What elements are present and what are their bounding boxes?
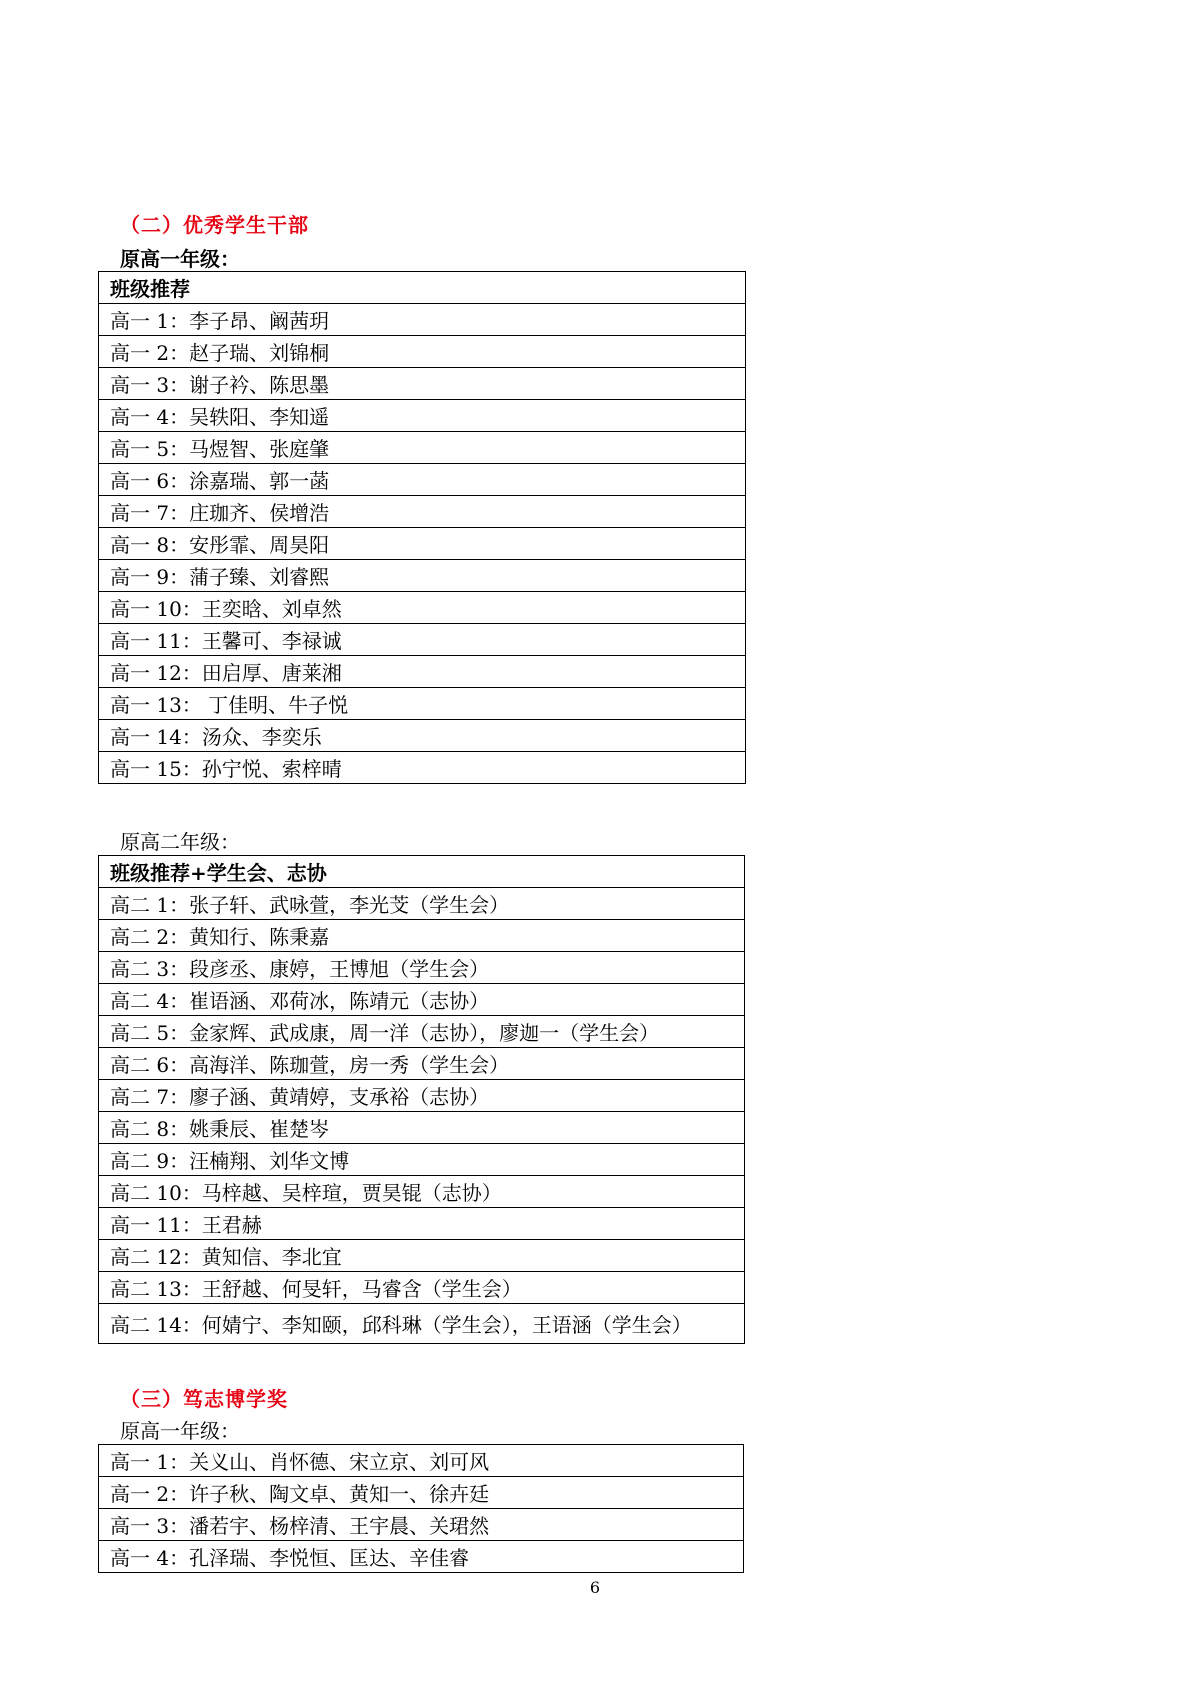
table-row: [99, 888, 745, 920]
section-2-grade1-table: [98, 271, 746, 784]
table-row: [99, 720, 746, 752]
table-cell: 高二 10：马梓越、吴梓瑄，贾昊锟（志协）: [99, 1176, 745, 1208]
table-cell: 高一 4：吴轶阳、李知遥: [99, 400, 746, 432]
section-2-grade2-label: 原高二年级：: [120, 830, 240, 854]
table-row: [99, 336, 746, 368]
table-row: [99, 952, 745, 984]
table-cell: 高一 11：王君赫: [99, 1208, 745, 1240]
table-row: [99, 368, 746, 400]
table-cell: 高二 2：黄知行、陈秉嘉: [99, 920, 745, 952]
table-cell: 高二 14：何婧宁、李知颐，邱科琳（学生会），王语涵（学生会）: [99, 1304, 745, 1344]
table-row: [99, 1445, 744, 1477]
table-row: [99, 528, 746, 560]
table-cell: 高一 1：李子昂、阚茜玥: [99, 304, 746, 336]
section-2-grade1-label: 原高一年级：: [120, 247, 240, 271]
table-cell: 高一 3：谢子衿、陈思墨: [99, 368, 746, 400]
table-header-row: [99, 856, 745, 888]
table-cell: 高一 2：赵子瑞、刘锦桐: [99, 336, 746, 368]
table-cell: 高一 4：孔泽瑞、李悦恒、匡达、辛佳睿: [99, 1541, 744, 1573]
section-3-grade1-label: 原高一年级：: [120, 1419, 240, 1443]
table-row: [99, 920, 745, 952]
section-2-grade1-rows: [99, 304, 746, 784]
table-row: [99, 1048, 745, 1080]
section-2-title: （二）优秀学生干部: [120, 213, 309, 237]
table-row: [99, 1541, 744, 1573]
section-2-grade2-rows: [99, 888, 745, 1344]
table-row: [99, 592, 746, 624]
table-row: [99, 400, 746, 432]
table-header-cell: 班级推荐+学生会、志协: [99, 856, 745, 888]
table-row: [99, 1272, 745, 1304]
table-row: [99, 1304, 745, 1344]
table-cell: 高二 5：金家辉、武成康，周一洋（志协），廖迦一（学生会）: [99, 1016, 745, 1048]
table-row: [99, 1112, 745, 1144]
table-cell: 高一 3：潘若宇、杨梓清、王宇晨、关珺然: [99, 1509, 744, 1541]
table-cell: 高一 10：王奕晗、刘卓然: [99, 592, 746, 624]
table-row: [99, 656, 746, 688]
table-header-cell: 班级推荐: [99, 272, 746, 304]
table-cell: 高一 8：安彤霏、周昊阳: [99, 528, 746, 560]
table-cell: 高一 6：涂嘉瑞、郭一菡: [99, 464, 746, 496]
table-cell: 高二 4：崔语涵、邓荷冰，陈靖元（志协）: [99, 984, 745, 1016]
table-row: [99, 1240, 745, 1272]
table-row: [99, 1477, 744, 1509]
table-row: [99, 1509, 744, 1541]
table-row: [99, 1176, 745, 1208]
table-row: [99, 1016, 745, 1048]
table-row: [99, 752, 746, 784]
table-cell: 高二 8：姚秉辰、崔楚岑: [99, 1112, 745, 1144]
table-row: [99, 1080, 745, 1112]
table-row: [99, 624, 746, 656]
table-cell: 高二 13：王舒越、何旻轩，马睿含（学生会）: [99, 1272, 745, 1304]
page-number: 6: [589, 1578, 601, 1597]
table-row: [99, 304, 746, 336]
table-row: [99, 432, 746, 464]
table-row: [99, 560, 746, 592]
section-3-title: （三）笃志博学奖: [120, 1387, 288, 1411]
table-cell: 高一 15：孙宁悦、索梓晴: [99, 752, 746, 784]
table-cell: 高一 9：蒲子臻、刘睿熙: [99, 560, 746, 592]
table-row: [99, 1208, 745, 1240]
table-cell: 高一 11：王馨可、李禄诚: [99, 624, 746, 656]
table-cell: 高一 12：田启厚、唐莱湘: [99, 656, 746, 688]
table-cell: 高一 2：许子秋、陶文卓、黄知一、徐卉廷: [99, 1477, 744, 1509]
table-row: [99, 688, 746, 720]
table-row: [99, 984, 745, 1016]
table-cell: 高二 1：张子轩、武咏萱，李光芠（学生会）: [99, 888, 745, 920]
table-header-row: [99, 272, 746, 304]
section-3-grade1-table: [98, 1444, 744, 1573]
table-row: [99, 1144, 745, 1176]
table-cell: 高一 5：马煜智、张庭肇: [99, 432, 746, 464]
table-cell: 高一 14：汤众、李奕乐: [99, 720, 746, 752]
table-cell: 高一 13： 丁佳明、牛子悦: [99, 688, 746, 720]
table-cell: 高二 7：廖子涵、黄靖婷，支承裕（志协）: [99, 1080, 745, 1112]
table-cell: 高二 3：段彦丞、康婷，王博旭（学生会）: [99, 952, 745, 984]
section-2-grade2-table: [98, 855, 745, 1344]
section-3-grade1-rows: [99, 1445, 744, 1573]
table-cell: 高二 6：高海洋、陈珈萱，房一秀（学生会）: [99, 1048, 745, 1080]
table-row: [99, 464, 746, 496]
table-cell: 高一 1：关义山、肖怀德、宋立京、刘可风: [99, 1445, 744, 1477]
table-row: [99, 496, 746, 528]
table-cell: 高一 7：庄珈齐、侯增浩: [99, 496, 746, 528]
table-cell: 高二 9：汪楠翔、刘华文博: [99, 1144, 745, 1176]
table-cell: 高二 12：黄知信、李北宜: [99, 1240, 745, 1272]
